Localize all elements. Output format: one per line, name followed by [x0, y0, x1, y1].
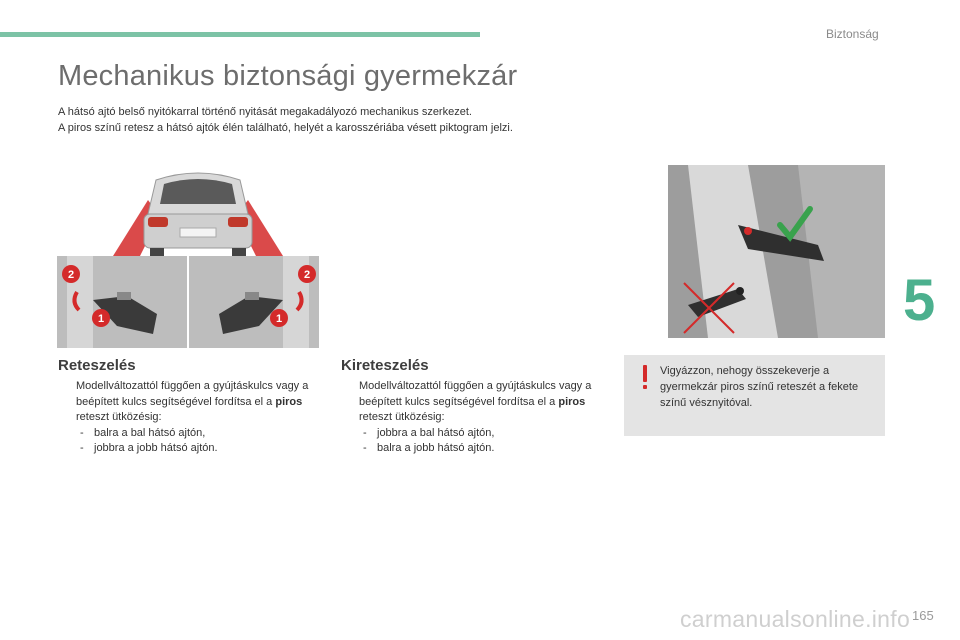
bullet-marker: [341, 379, 359, 426]
unlocking-emphasis: piros: [558, 395, 586, 408]
label-1-left: 1: [97, 313, 105, 325]
warning-text: Vigyázzon, nehogy összekeverje a gyermekzár piros színű reteszét a fekete színű vésznyitóval.: [660, 365, 859, 409]
page-number: 165: [912, 608, 934, 623]
accent-bar: [0, 32, 480, 37]
unlocking-item-left: jobbra a bal hátsó ajtón,: [377, 426, 495, 439]
intro-line-2: A piros színű retesz a hátsó ajtók élén található, helyét a karosszériába vésett piktogram jelzi.: [58, 122, 513, 134]
locking-heading: Reteszelés: [58, 357, 136, 374]
intro-text: [58, 104, 513, 136]
locking-emphasis: piros: [275, 395, 303, 408]
label-2-right: 2: [303, 269, 311, 281]
exclamation-icon: [638, 363, 652, 391]
unlocking-instruction-text: Modellváltozattól függően a gyújtáskulcs vagy a beépített kulcs segítségével fordítsa el a piros reteszt ütközésig:: [359, 380, 592, 423]
locking-item-right: jobbra a jobb hátsó ajtón.: [94, 442, 218, 454]
intro-line-1: A hátsó ajtó belső nyitókarral történő nyitását megakadályozó mechanikus szerkezet.: [58, 106, 472, 118]
chapter-number: 5: [903, 268, 936, 333]
car-rear-illustration: [108, 170, 288, 268]
page-title: Mechanikus biztonsági gyermekzár: [58, 60, 518, 92]
unlocking-heading: Kireteszelés: [341, 357, 429, 374]
unlocking-instructions: Modellváltozattól függően a gyújtáskulcs vagy a beépített kulcs segítségével fordítsa el a piros reteszt ütközésig: - jobbra a bal hátsó ajtón, - balra a jobb hátsó ajtón.: [341, 379, 607, 457]
label-1-right: 1: [275, 313, 283, 325]
door-interior-illustration: [668, 165, 885, 338]
unlocking-item-right: balra a jobb hátsó ajtón.: [377, 442, 495, 454]
bullet-marker: [58, 379, 76, 426]
label-2-left: 2: [67, 269, 75, 281]
door-lock-closeups: [57, 256, 319, 348]
locking-item-left: balra a bal hátsó ajtón,: [94, 426, 206, 439]
locking-instructions: Modellváltozattól függően a gyújtáskulcs vagy a beépített kulcs segítségével fordítsa el a piros reteszt ütközésig: - balra a bal hátsó ajtón, - jobbra a jobb hátsó ajtón.: [58, 379, 324, 457]
watermark: carmanualsonline.info: [680, 606, 911, 632]
section-name: Biztonság: [826, 27, 879, 41]
locking-instruction-text: Modellváltozattól függően a gyújtáskulcs vagy a beépített kulcs segítségével fordítsa el a piros reteszt ütközésig:: [76, 380, 309, 423]
warning-box: [624, 355, 885, 436]
